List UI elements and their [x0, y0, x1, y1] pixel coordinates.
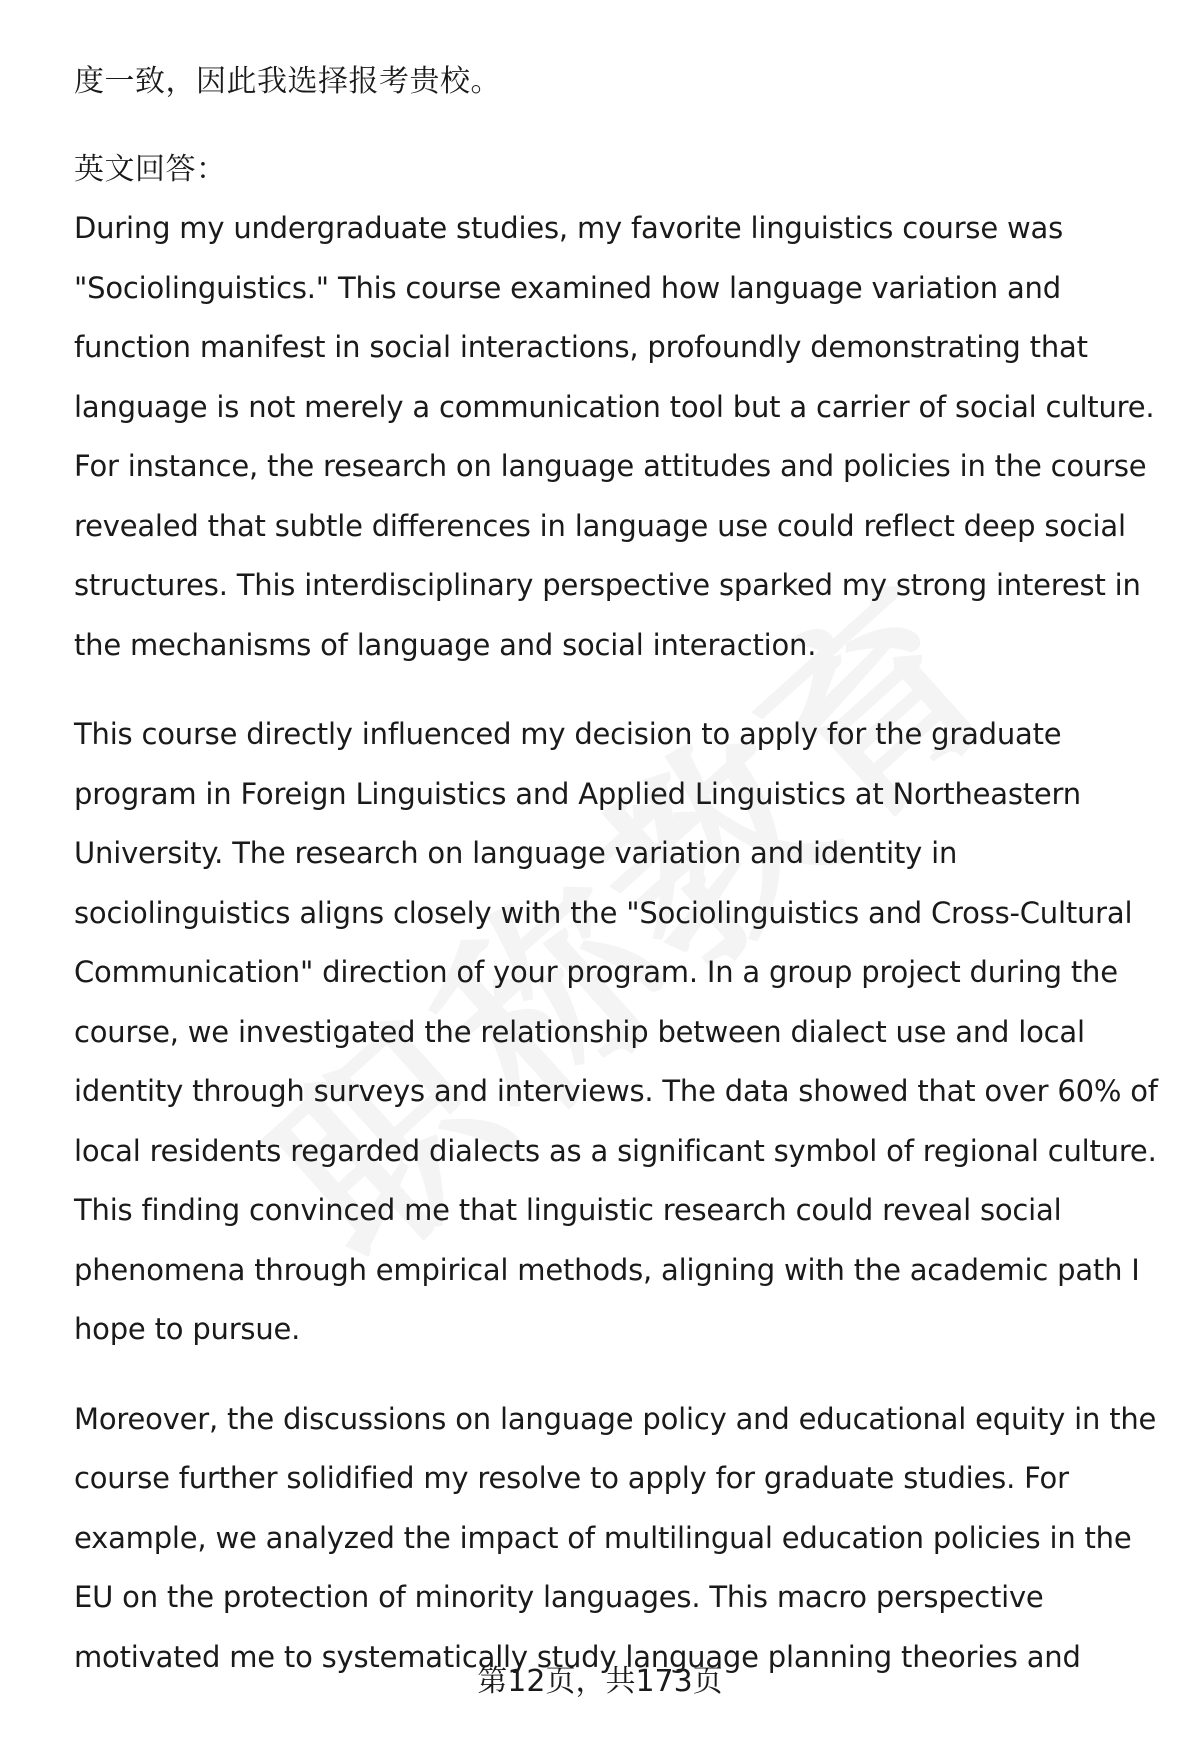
- text-line: This course directly influenced my decision to apply for the graduate: [74, 717, 1062, 751]
- text-line: hope to pursue.: [74, 1312, 301, 1346]
- paragraph-spacer: [74, 675, 1154, 705]
- text-line: phenomena through empirical methods, aligning with the academic path I: [74, 1252, 1140, 1287]
- text-line: "Sociolinguistics." This course examined how language variation and: [74, 270, 1061, 305]
- text-line: local residents regarded dialects as a significant symbol of regional culture.: [74, 1133, 1157, 1168]
- text-line: structures. This interdisciplinary perspective sparked my strong interest in: [74, 568, 1141, 602]
- text-line: language is not merely a communication tool but a carrier of social culture.: [74, 389, 1155, 424]
- text-line: example, we analyzed the impact of multilingual education policies in the: [74, 1520, 1132, 1555]
- text-line: Communication" direction of your program. In a group project during the: [74, 955, 1118, 989]
- text-line: sociolinguistics aligns closely with the "Sociolinguistics and Cross-Cultural: [74, 895, 1133, 930]
- paragraph-spacer: [74, 112, 1154, 140]
- section-heading: 英文回答：: [74, 151, 227, 187]
- paragraph-spacer: [74, 1360, 1154, 1390]
- text-line: course, we investigated the relationship between dialect use and local: [74, 1014, 1085, 1049]
- text-line: For instance, the research on language attitudes and policies in the course: [74, 449, 1147, 483]
- page-number: 第12页，共173页: [477, 1664, 723, 1699]
- text-line: course further solidified my resolve to apply for graduate studies. For: [74, 1461, 1069, 1495]
- text-line: This finding convinced me that linguistic research could reveal social: [74, 1193, 1062, 1227]
- text-line: identity through surveys and interviews. The data showed that over 60% of: [74, 1074, 1158, 1108]
- document-body: [74, 52, 1158, 1687]
- text-line: motivated me to systematically study language planning theories and: [74, 1639, 1081, 1674]
- text-line: the mechanisms of language and social interaction.: [74, 627, 817, 662]
- text-line: 度一致，因此我选择报考贵校。: [74, 64, 501, 99]
- text-line: revealed that subtle differences in language use could reflect deep social: [74, 508, 1126, 543]
- text-line: function manifest in social interactions, profoundly demonstrating that: [74, 330, 1088, 364]
- text-line: EU on the protection of minority languages. This macro perspective: [74, 1580, 1044, 1614]
- text-line: University. The research on language variation and identity in: [74, 836, 958, 870]
- text-line: Moreover, the discussions on language policy and educational equity in the: [74, 1401, 1157, 1436]
- text-line: During my undergraduate studies, my favorite linguistics course was: [74, 211, 1063, 245]
- text-line: program in Foreign Linguistics and Applied Linguistics at Northeastern: [74, 776, 1081, 811]
